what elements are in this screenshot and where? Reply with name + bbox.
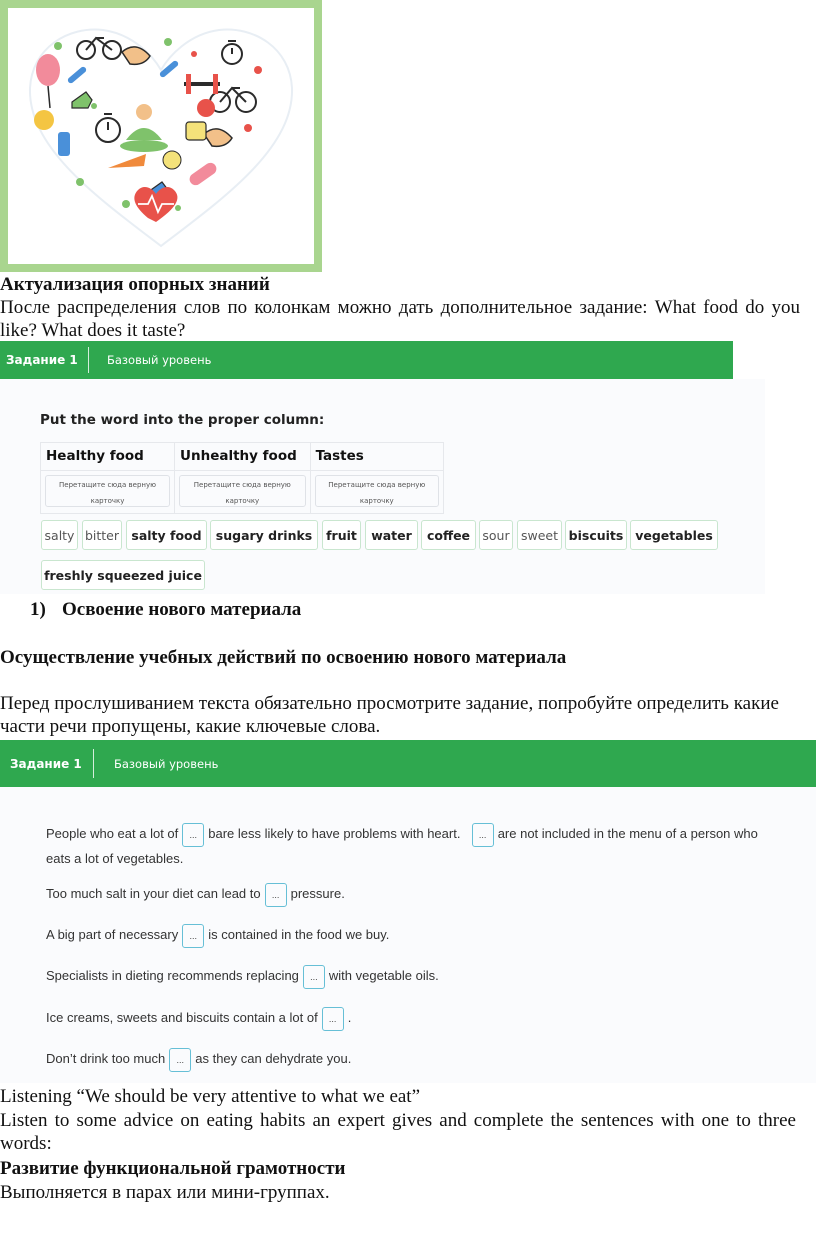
- gap-sentence: A big part of necessary ... is contained in the food we buy.: [46, 923, 389, 948]
- task-label: Задание 1: [10, 756, 82, 771]
- yoga-mat-icon: [187, 160, 218, 187]
- muscle-arm-icon: [122, 47, 150, 64]
- drop-zone-tastes[interactable]: Перетащите сюда верную карточку: [315, 475, 439, 507]
- sneaker-icon: [72, 92, 92, 108]
- column-header-tastes: Tastes: [310, 443, 443, 471]
- gap-input[interactable]: ...: [169, 1048, 191, 1072]
- gap-input[interactable]: ...: [265, 883, 287, 907]
- bicycle-icon: [77, 38, 121, 59]
- gap-input[interactable]: ...: [303, 965, 325, 989]
- stopwatch-icon: [222, 41, 242, 64]
- gap-sentence: Too much salt in your diet can lead to ... pressure.: [46, 882, 345, 907]
- word-card[interactable]: sweet: [517, 520, 562, 550]
- water-bottle-icon: [58, 132, 70, 156]
- section-heading: Актуализация опорных знаний: [0, 274, 270, 295]
- apple-icon: [34, 110, 54, 130]
- drop-zone-unhealthy[interactable]: Перетащите сюда верную карточку: [179, 475, 306, 507]
- gap-input[interactable]: ...: [322, 1007, 344, 1031]
- word-card[interactable]: sour: [479, 520, 513, 550]
- meditation-icon: [120, 104, 168, 152]
- carrot-icon: [108, 154, 146, 168]
- header-divider: [88, 347, 89, 373]
- task-header: [0, 341, 733, 379]
- column-header-healthy: Healthy food: [41, 443, 175, 471]
- word-card[interactable]: salty: [41, 520, 78, 550]
- drop-zone-healthy[interactable]: Перетащите сюда верную карточку: [45, 475, 170, 507]
- barbell-icon: [184, 74, 220, 94]
- gap-sentence: Specialists in dieting recommends replacing ... with vegetable oils.: [46, 964, 439, 989]
- word-card[interactable]: freshly squeezed juice: [41, 560, 205, 590]
- header-divider: [93, 749, 94, 778]
- task-level: Базовый уровень: [107, 353, 212, 367]
- listening-title: Listening “We should be very attentive to what we eat”: [0, 1086, 421, 1107]
- word-card[interactable]: salty food: [126, 520, 207, 550]
- gap-sentence: People who eat a lot of ... bare less likely to have problems with heart. ... are not included in the menu of a person who eats a lot of vegetables.: [46, 822, 786, 871]
- word-card[interactable]: sugary drinks: [210, 520, 318, 550]
- balloon-icon: [36, 54, 60, 108]
- word-card[interactable]: bitter: [82, 520, 122, 550]
- column-header-unhealthy: Unhealthy food: [175, 443, 311, 471]
- scale-icon: [186, 122, 206, 140]
- section-title: Освоение нового материала: [62, 599, 302, 620]
- word-card[interactable]: biscuits: [565, 520, 627, 550]
- task-level: Базовый уровень: [114, 756, 219, 771]
- section-paragraph: После распределения слов по колонкам можно дать дополнительное задание: What food do you like? What does it taste?: [0, 297, 800, 341]
- apple-icon: [197, 99, 215, 117]
- task-instruction: Put the word into the proper column:: [40, 412, 325, 428]
- section-heading: Развитие функциональной грамотности: [0, 1158, 346, 1179]
- word-card[interactable]: water: [365, 520, 418, 550]
- section-paragraph: Выполняется в парах или мини-группах.: [0, 1182, 330, 1203]
- gap-input[interactable]: ...: [472, 823, 494, 847]
- gap-sentence: Ice creams, sweets and biscuits contain a lot of ... .: [46, 1006, 351, 1031]
- word-card[interactable]: vegetables: [630, 520, 718, 550]
- gap-input[interactable]: ...: [182, 823, 204, 847]
- task-label: Задание 1: [6, 353, 78, 367]
- gap-input[interactable]: ...: [182, 924, 204, 948]
- section-subheading: Осуществление учебных действий по освоению нового материала: [0, 647, 567, 668]
- muscle-arm-icon: [204, 129, 232, 146]
- apple-icon: [163, 151, 181, 169]
- listening-instruction: Listen to some advice on eating habits an expert gives and complete the sentences with one to three words:: [0, 1110, 796, 1154]
- task-header: [0, 740, 816, 787]
- sorting-table: [40, 442, 444, 514]
- stopwatch-icon: [96, 114, 120, 142]
- dumbbell-icon: [67, 66, 88, 85]
- gap-sentence: Don’t drink too much ... as they can dehydrate you.: [46, 1047, 351, 1072]
- healthy-lifestyle-heart-image: [0, 0, 322, 272]
- word-card[interactable]: fruit: [322, 520, 361, 550]
- heart-illustration: [8, 8, 314, 264]
- list-number: 1): [30, 599, 46, 620]
- word-card[interactable]: coffee: [421, 520, 476, 550]
- section-paragraph: Перед прослушиванием текста обязательно просмотрите задание, попробуйте определить какие части речи пропущены, какие ключевые слова.: [0, 693, 779, 737]
